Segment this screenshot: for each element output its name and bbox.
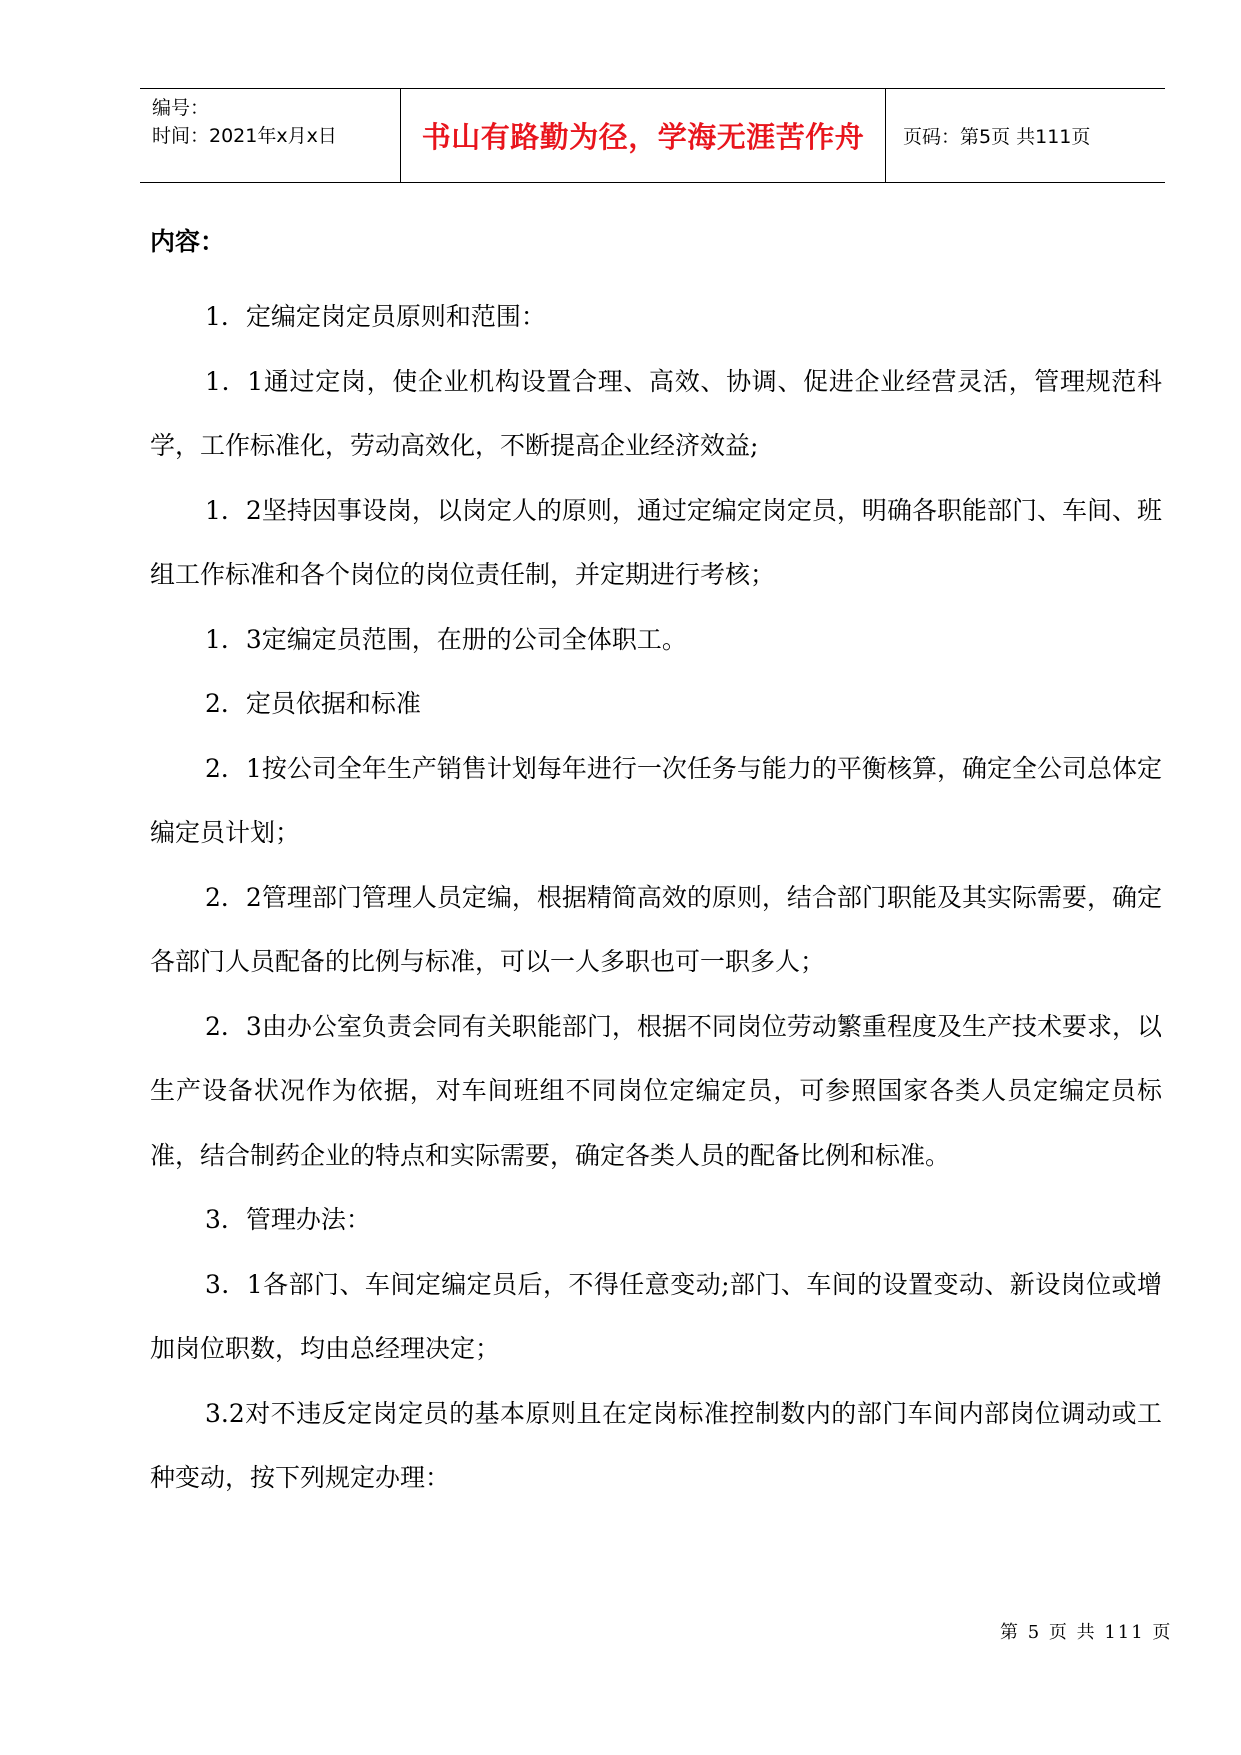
document-body <box>150 285 1162 1511</box>
header-page-info: 页码：第5页 共111页 <box>903 126 1091 148</box>
header-motto: 书山有路勤为径，学海无涯苦作舟 <box>421 120 865 154</box>
paragraph: 1．2坚持因事设岗，以岗定人的原则，通过定编定岗定员，明确各职能部门、车间、班组工作标准和各个岗位的岗位责任制，并定期进行考核； <box>150 495 1162 589</box>
header-motto-cell <box>400 89 886 182</box>
header-page-cell <box>888 89 1165 182</box>
paragraph: 1．定编定岗定员原则和范围： <box>205 302 546 331</box>
header-meta <box>140 89 398 182</box>
document-date-label: 时间：2021年x月x日 <box>152 125 337 147</box>
paragraph: 3.2对不违反定岗定员的基本原则且在定岗标准控制数内的部门车间内部岗位调动或工种变动，按下列规定办理： <box>150 1398 1162 1492</box>
page-footer: 第 5 页 共 111 页 <box>1000 1622 1173 1643</box>
paragraph: 2．2管理部门管理人员定编，根据精简高效的原则，结合部门职能及其实际需要，确定各部门人员配备的比例与标准，可以一人多职也可一职多人； <box>150 882 1162 976</box>
paragraph: 3．1各部门、车间定编定员后，不得任意变动;部门、车间的设置变动、新设岗位或增加岗位职数，均由总经理决定； <box>150 1269 1162 1363</box>
paragraph: 2．1按公司全年生产销售计划每年进行一次任务与能力的平衡核算，确定全公司总体定编定员计划； <box>150 753 1162 847</box>
content-title: 内容： <box>150 227 226 256</box>
paragraph: 1．1通过定岗，使企业机构设置合理、高效、协调、促进企业经营灵活，管理规范科学，工作标准化，劳动高效化，不断提高企业经济效益; <box>150 366 1162 460</box>
page-header <box>140 88 1165 183</box>
paragraph: 3．管理办法： <box>205 1205 371 1234</box>
document-number-label: 编号： <box>152 97 210 119</box>
paragraph: 2．定员依据和标准 <box>205 689 421 718</box>
paragraph: 2．3由办公室负责会同有关职能部门，根据不同岗位劳动繁重程度及生产技术要求，以生产设备状况作为依据，对车间班组不同岗位定编定员，可参照国家各类人员定编定员标准，结合制药企业的特点和实际需要，确定各类人员的配备比例和标准。 <box>150 1011 1162 1170</box>
paragraph: 1．3定编定员范围，在册的公司全体职工。 <box>205 624 687 654</box>
